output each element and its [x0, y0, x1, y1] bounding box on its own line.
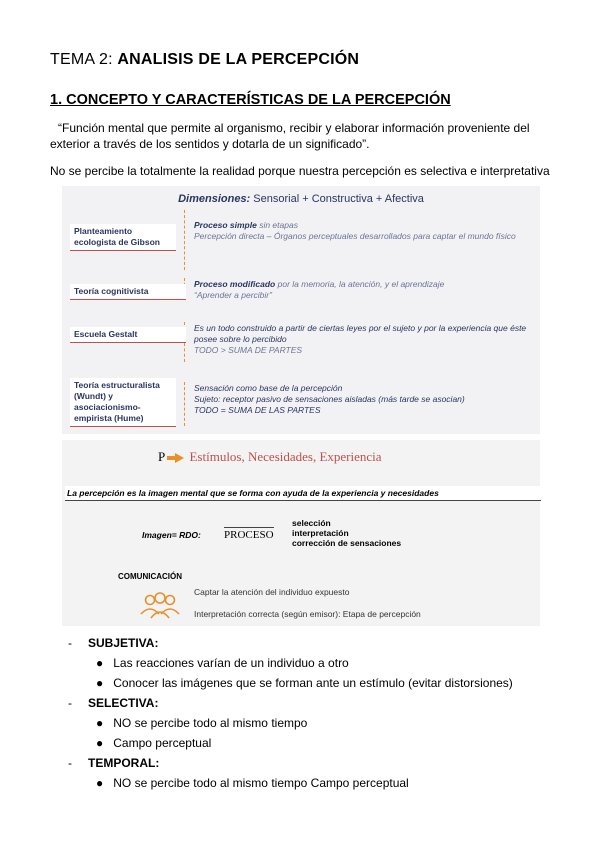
row-bold: Proceso modificado [194, 279, 276, 289]
people-icon [136, 590, 184, 624]
title-prefix: TEMA 2: [50, 51, 118, 68]
row-extra: “Aprender a percibir” [194, 290, 272, 300]
list-item: ● NO se percibe todo al mismo tiempo Campo perceptual [96, 776, 409, 790]
row-bold: Proceso simple [194, 220, 257, 230]
step-item: corrección de sensaciones [292, 538, 402, 548]
row-label-gibson: Planteamiento ecologista de Gibson [70, 224, 176, 251]
section-heading [50, 92, 451, 108]
dimensions-label: Dimensiones: [178, 193, 251, 205]
row-text-gibson [194, 220, 534, 242]
stimuli-line [158, 449, 382, 465]
row-text: por la memoria, la atención, y el aprendizaje [275, 279, 445, 289]
row-extra: TODO = SUMA DE LAS PARTES [194, 405, 321, 415]
comm-point-2: Interpretación correcta (según emisor): Etapa de percepción [194, 609, 421, 619]
section-heading-text: CONCEPTO Y CARACTERÍSTICAS DE LA PERCEPCIÓN [66, 92, 451, 108]
definition-quote: “Función mental que permite al organismo, recibir y elaborar información proveniente del exterior a través de los sentidos y dotarla de un significado”. [50, 121, 530, 151]
page-title [50, 51, 359, 69]
row-label-estructuralista: Teoría estructuralista (Wundt) y asociacionismo-empirista (Hume) [70, 378, 176, 427]
comm-title: COMUNICACIÓN [118, 572, 182, 581]
title-main: ANALISIS DE LA PERCEPCIÓN [117, 51, 360, 68]
row-extra: Percepción directa – Órganos perceptuales desarrollados para captar el mundo físico [194, 231, 516, 241]
list-item-text: NO se percibe todo al mismo tiempo [113, 716, 308, 730]
list-item: ● NO se percibe todo al mismo tiempo [96, 716, 308, 730]
list-item: ● Campo perceptual [96, 736, 212, 750]
characteristic-subjetiva: - SUBJETIVA: [68, 636, 159, 650]
stimuli-text: Estímulos, Necesidades, Experiencia [189, 449, 382, 464]
characteristic-title: SELECTIVA: [88, 696, 159, 710]
list-item-text: NO se percibe todo al mismo tiempo Campo perceptual [113, 776, 409, 790]
list-item: ● Conocer las imágenes que se forman ante un estímulo (evitar distorsiones) [96, 676, 513, 690]
row-label-cognitivista: Teoría cognitivista [70, 284, 186, 300]
row-text: Sensación como base de la percepción [194, 383, 343, 393]
row-text: sin etapas [256, 220, 298, 230]
characteristic-selectiva: - SELECTIVA: [68, 696, 159, 710]
row-text-cognitivista [194, 279, 534, 301]
image-equation: Imagen= RDO: [142, 530, 201, 540]
list-item-text: Campo perceptual [113, 736, 212, 750]
step-item: selección [292, 518, 331, 528]
divider [184, 210, 186, 270]
list-item-text: Las reacciones varían de un individuo a otro [113, 656, 349, 670]
step-item: interpretación [292, 528, 349, 538]
comm-point-1: Captar la atención del individuo expuesto [194, 587, 350, 597]
proceso-label: PROCESO [224, 529, 274, 541]
list-item: ● Las reacciones varían de un individuo a otro [96, 656, 349, 670]
list-item-text: Conocer las imágenes que se forman ante un estímulo (evitar distorsiones) [113, 676, 513, 690]
characteristic-title: SUBJETIVA: [88, 636, 159, 650]
row-extra: Sujeto: receptor pasivo de sensaciones aisladas (más tarde se asocian) [194, 394, 465, 404]
divider [184, 382, 186, 426]
theories-figure [62, 186, 540, 434]
row-text-estructuralista [194, 383, 534, 416]
row-text-gestalt [194, 323, 534, 356]
dimensions-line [62, 193, 540, 205]
characteristic-title: TEMPORAL: [88, 756, 160, 770]
row-text: Es un todo construido a partir de ciertas leyes por el sujeto y por la experiencia que éste posee sobre lo percibido [194, 323, 527, 344]
arrow-right-icon [175, 453, 184, 463]
dimensions-text: Sensorial + Constructiva + Afectiva [253, 193, 424, 205]
section-number: 1. [50, 92, 63, 108]
p-letter: P [158, 449, 166, 464]
process-steps [292, 518, 401, 548]
statement: No se percibe la totalmente la realidad porque nuestra percepción es selectiva e interpretativa [50, 164, 550, 178]
row-extra: TODO > SUMA DE PARTES [194, 345, 303, 355]
definition-bar: La percepción es la imagen mental que se forma con ayuda de la experiencia y necesidades [65, 486, 541, 501]
row-label-gestalt: Escuela Gestalt [70, 327, 186, 343]
perception-figure [62, 440, 540, 626]
characteristic-temporal: - TEMPORAL: [68, 756, 160, 770]
